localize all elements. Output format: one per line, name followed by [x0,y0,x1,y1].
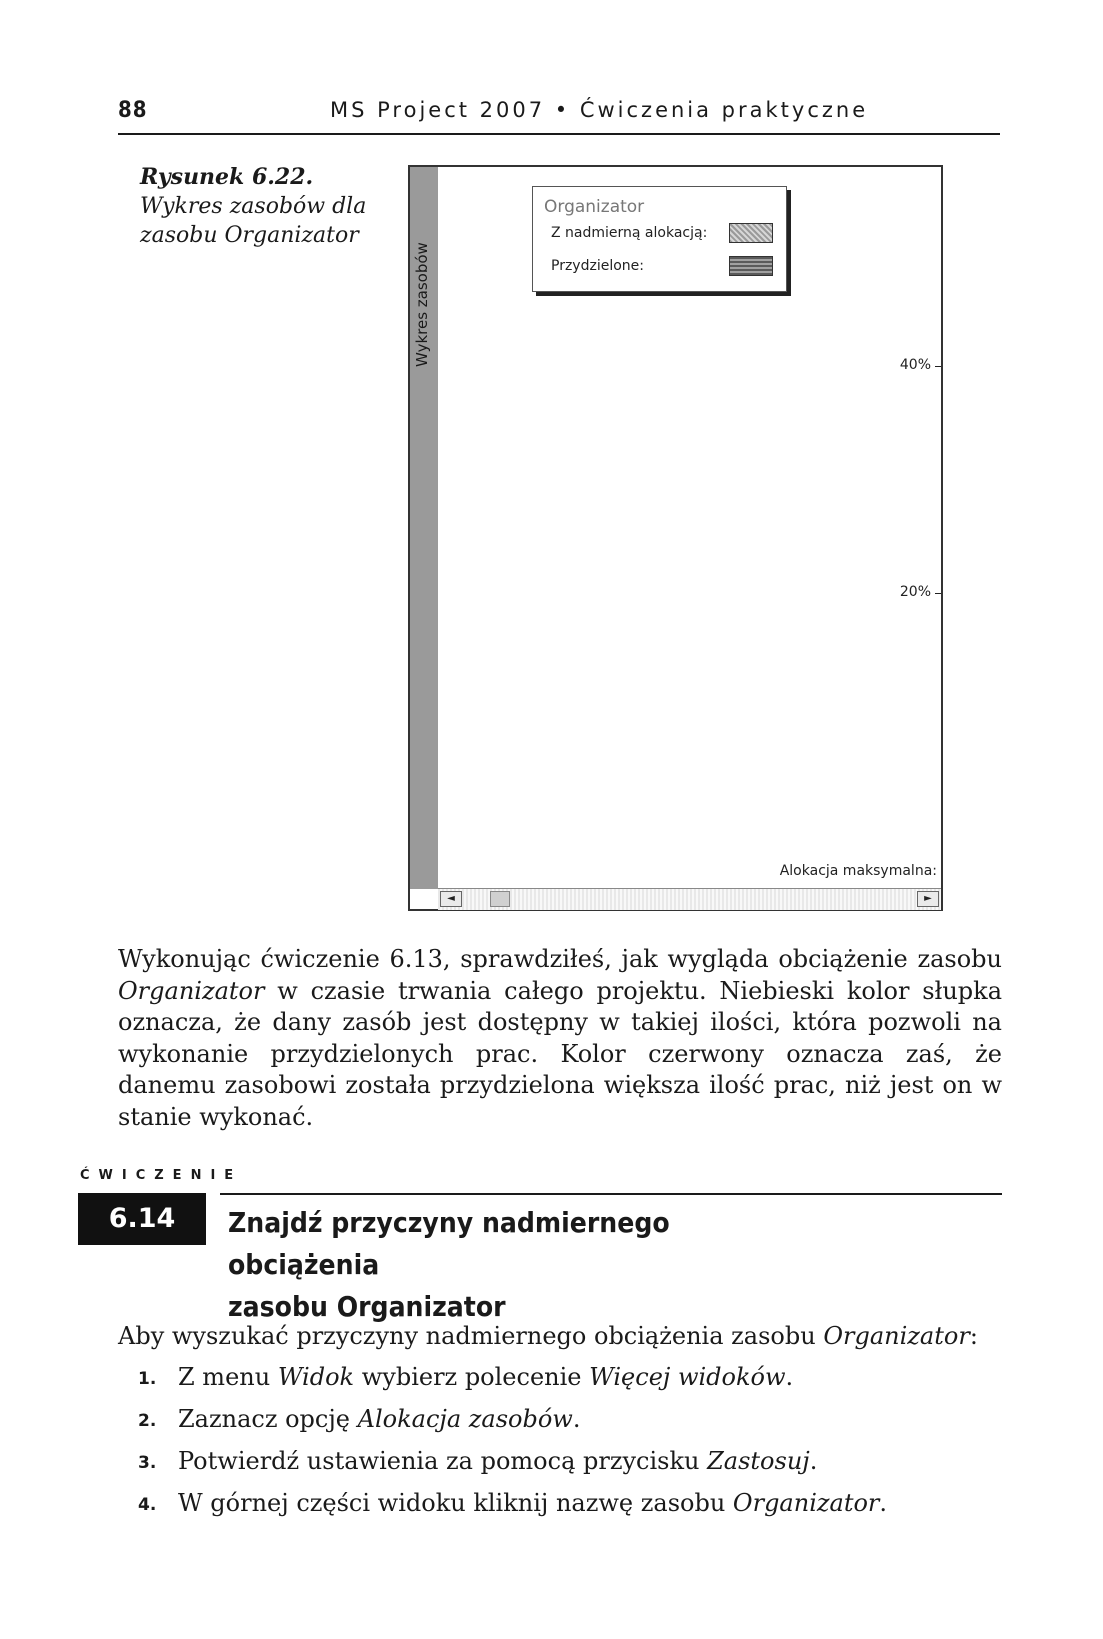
graph-side-panel [410,167,438,889]
step-text: W górnej części widoku kliknij nazwę zasobu Organizator. [178,1489,888,1517]
exercise-number-box [78,1193,206,1245]
scroll-right-icon[interactable]: ► [917,891,939,907]
list-item [138,1447,887,1489]
step-number: 2. [138,1411,157,1431]
step-text: Potwierdź ustawienia za pomocą przycisku Zastosuj. [178,1447,818,1475]
header-rule [118,133,1000,135]
exercise-intro [118,1322,1008,1350]
max-allocation-label: Alokacja maksymalna: [779,863,937,879]
list-item [138,1363,887,1405]
exercise-title-line-1: Znajdź przyczyny nadmiernego obciążenia [228,1206,670,1281]
running-title: MS Project 2007 • Ćwiczenia praktyczne [330,98,869,122]
exercise-title [228,1202,828,1328]
graph-legend [532,186,787,292]
exercise-title-line-2: zasobu Organizator [228,1290,506,1323]
overallocated-swatch [729,223,773,243]
horizontal-scrollbar[interactable] [438,888,941,910]
graph-side-label: Wykres zasobów [413,242,431,367]
paragraph-part-2: w czasie trwania całego projektu. Niebieski kolor słupka oznacza, że dany zasób jest dostępny w takiej ilości, która pozwoli na wykonanie przydzielonych prac. Kolor czerwony oznacza zaś, że danemu zasobowi została przydzielona większa ilość prac, niż jest on w stanie wykonać. [118,976,1002,1131]
tick-label-20: 20% [899,584,931,600]
scroll-left-icon[interactable]: ◄ [440,891,462,907]
tick-label-40: 40% [899,357,931,373]
legend-assigned-label: Przydzielone: [551,258,644,274]
legend-overallocated-label: Z nadmierną alokacją: [551,225,708,241]
intro-end: : [969,1322,978,1350]
page-number: 88 [118,98,148,123]
exercise-rule [220,1193,1002,1195]
figure-caption-text: Wykres zasobów dla zasobu Organizator [140,194,367,248]
list-item [138,1489,887,1531]
step-text: Zaznacz opcję Alokacja zasobów. [178,1405,581,1433]
resource-graph-figure [408,165,943,911]
exercise-number: 6.14 [108,1203,176,1234]
tick-mark-20 [935,593,941,594]
paragraph-emphasis: Organizator [118,976,265,1005]
intro-text: Aby wyszukać przyczyny nadmiernego obciążenia zasobu [118,1322,824,1350]
body-paragraph [118,944,1002,1133]
steps-list [138,1363,887,1531]
list-item [138,1405,887,1447]
assigned-swatch [729,256,773,276]
paragraph-part-1: Wykonując ćwiczenie 6.13, sprawdziłeś, jak wygląda obciążenie zasobu [118,945,1002,973]
step-number: 1. [138,1369,157,1389]
figure-caption-title: Rysunek 6.22. [140,164,314,190]
tick-mark-40 [935,366,941,367]
scrollbar-thumb[interactable] [490,891,510,907]
intro-emphasis: Organizator [823,1322,970,1350]
step-number: 3. [138,1453,157,1473]
exercise-label: ĆWICZENIE [80,1168,243,1183]
legend-title: Organizator [544,197,645,217]
step-text: Z menu Widok wybierz polecenie Więcej widoków. [178,1363,794,1391]
step-number: 4. [138,1495,157,1515]
